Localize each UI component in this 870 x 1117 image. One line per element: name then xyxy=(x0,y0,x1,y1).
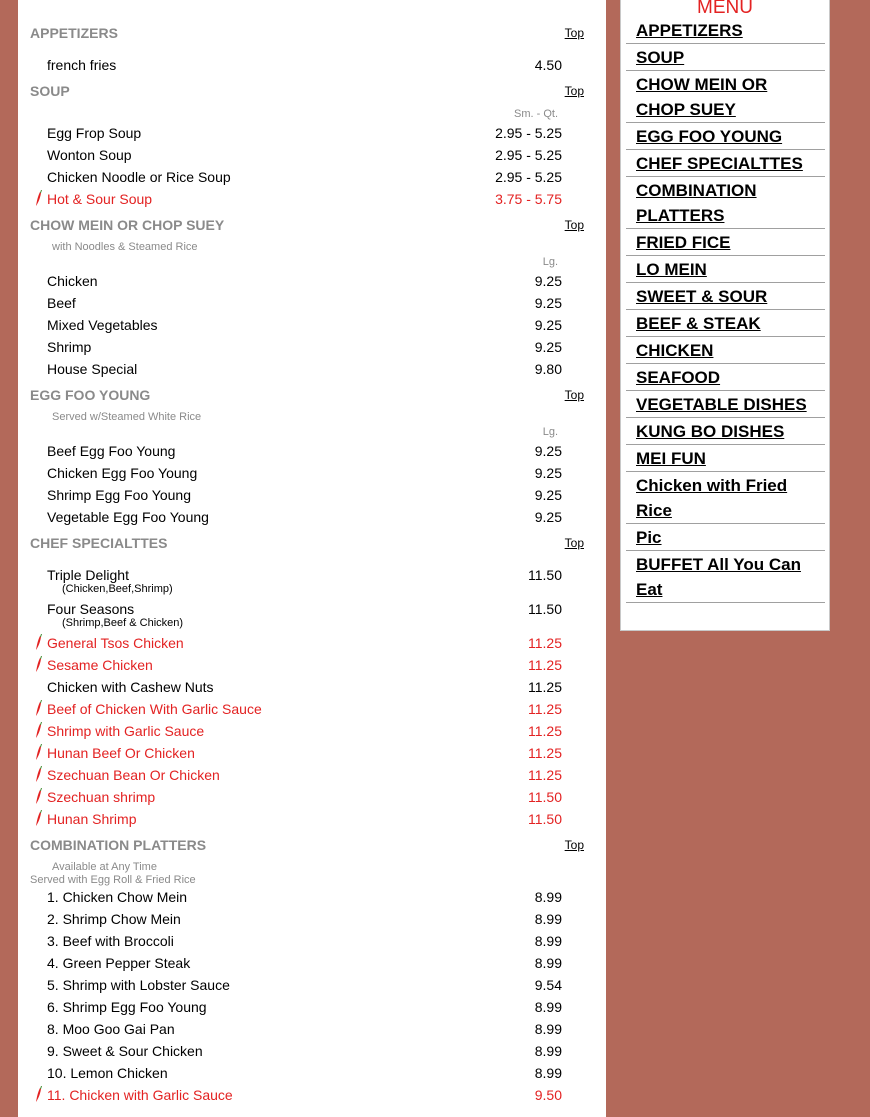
item-price: 2.95 - 5.25 xyxy=(495,125,562,141)
menu-item xyxy=(18,484,606,506)
item-name: 11. Chicken with Garlic Sauce xyxy=(47,1087,233,1103)
nav-link[interactable]: Chicken with Fried Rice xyxy=(626,472,825,524)
nav-link[interactable]: APPETIZERS xyxy=(626,17,825,44)
section-title: CHOW MEIN OR CHOP SUEY xyxy=(30,217,225,233)
price-column-header: Lg. xyxy=(542,256,558,268)
nav-link[interactable]: Pic xyxy=(626,524,825,551)
menu-item xyxy=(18,166,606,188)
item-name: Chicken Noodle or Rice Soup xyxy=(47,169,231,185)
item-name: 9. Sweet & Sour Chicken xyxy=(47,1043,203,1059)
item-name: Vegetable Egg Foo Young xyxy=(47,509,209,525)
item-name: 3. Beef with Broccoli xyxy=(47,933,174,949)
nav-link[interactable]: SWEET & SOUR xyxy=(626,283,825,310)
item-price: 9.25 xyxy=(534,465,562,481)
item-name: Chicken with Cashew Nuts xyxy=(47,679,214,695)
item-price: 9.25 xyxy=(534,295,562,311)
menu-item xyxy=(18,336,606,358)
item-price: 9.25 xyxy=(534,443,562,459)
menu-item xyxy=(18,358,606,380)
item-price: 8.99 xyxy=(534,955,562,971)
item-name: Hunan Beef Or Chicken xyxy=(47,745,195,761)
item-name: Chicken xyxy=(47,273,98,289)
top-link[interactable]: Top xyxy=(564,84,584,98)
item-price: 8.99 xyxy=(534,933,562,949)
item-price: 8.99 xyxy=(534,889,562,905)
nav-link[interactable]: SOUP xyxy=(626,44,825,71)
section-note: Served with Egg Roll & Fried Rice xyxy=(30,874,196,886)
nav-link[interactable]: MEI FUN xyxy=(626,445,825,472)
nav-link[interactable]: VEGETABLE DISHES xyxy=(626,391,825,418)
menu-sections xyxy=(18,18,606,1106)
menu-item xyxy=(18,1040,606,1062)
menu-item xyxy=(18,930,606,952)
item-name: 8. Moo Goo Gai Pan xyxy=(47,1021,175,1037)
nav-link[interactable]: CHOW MEIN OR CHOP SUEY xyxy=(626,71,825,123)
menu-section xyxy=(18,528,606,830)
section-title: EGG FOO YOUNG xyxy=(30,387,151,403)
nav-link[interactable]: BEEF & STEAK xyxy=(626,310,825,337)
menu-item xyxy=(18,786,606,808)
top-link[interactable]: Top xyxy=(564,388,584,402)
item-name: Mixed Vegetables xyxy=(47,317,158,333)
section-title: COMBINATION PLATTERS xyxy=(30,837,207,853)
section-note: Served w/Steamed White Rice xyxy=(52,411,202,423)
top-link[interactable]: Top xyxy=(564,838,584,852)
item-price: 11.25 xyxy=(528,723,562,739)
item-price: 8.99 xyxy=(534,1043,562,1059)
menu-item xyxy=(18,908,606,930)
chili-pepper-icon xyxy=(34,743,44,761)
nav-link[interactable]: EGG FOO YOUNG xyxy=(626,123,825,150)
item-name: 4. Green Pepper Steak xyxy=(47,955,191,971)
item-name: Chicken Egg Foo Young xyxy=(47,465,198,481)
section-note: Available at Any Time xyxy=(52,861,157,873)
menu-item xyxy=(18,1084,606,1106)
menu-item xyxy=(18,1062,606,1084)
menu-item xyxy=(18,698,606,720)
nav-link[interactable]: SEAFOOD xyxy=(626,364,825,391)
item-description: (Chicken,Beef,Shrimp) xyxy=(62,583,173,595)
price-column-header: Sm. - Qt. xyxy=(514,108,558,120)
menu-item xyxy=(18,598,606,632)
item-price: 9.80 xyxy=(534,361,562,377)
nav-link[interactable]: COMBINATION PLATTERS xyxy=(626,177,825,229)
item-name: Beef of Chicken With Garlic Sauce xyxy=(47,701,262,717)
menu-item xyxy=(18,292,606,314)
item-price: 9.25 xyxy=(534,339,562,355)
nav-link[interactable]: KUNG BO DISHES xyxy=(626,418,825,445)
menu-item xyxy=(18,952,606,974)
chili-pepper-icon xyxy=(34,1085,44,1103)
item-description: (Shrimp,Beef & Chicken) xyxy=(62,617,184,629)
nav-panel xyxy=(620,0,830,631)
item-name: Shrimp Egg Foo Young xyxy=(47,487,191,503)
chili-pepper-icon xyxy=(34,633,44,651)
menu-item xyxy=(18,270,606,292)
chili-pepper-icon xyxy=(34,699,44,717)
menu-item xyxy=(18,742,606,764)
item-name: Sesame Chicken xyxy=(47,657,153,673)
item-price: 4.50 xyxy=(534,57,562,73)
item-price: 2.95 - 5.25 xyxy=(495,147,562,163)
item-price: 8.99 xyxy=(534,911,562,927)
menu-item xyxy=(18,654,606,676)
item-price: 11.50 xyxy=(528,567,562,583)
menu-item xyxy=(18,720,606,742)
menu-item xyxy=(18,122,606,144)
menu-panel xyxy=(18,0,606,1117)
section-title: APPETIZERS xyxy=(30,25,118,41)
menu-item xyxy=(18,1018,606,1040)
item-price: 9.25 xyxy=(534,317,562,333)
item-name: General Tsos Chicken xyxy=(47,635,184,651)
top-link[interactable]: Top xyxy=(564,218,584,232)
nav-list xyxy=(621,17,829,603)
nav-title: MENU xyxy=(697,0,753,18)
nav-link[interactable]: FRIED FICE xyxy=(626,229,825,256)
menu-item xyxy=(18,564,606,598)
item-price: 9.54 xyxy=(534,977,562,993)
menu-item xyxy=(18,808,606,830)
item-name: french fries xyxy=(47,57,117,73)
item-name: Beef Egg Foo Young xyxy=(47,443,176,459)
menu-section xyxy=(18,210,606,380)
item-price: 11.25 xyxy=(528,767,562,783)
item-name: 5. Shrimp with Lobster Sauce xyxy=(47,977,230,993)
item-price: 2.95 - 5.25 xyxy=(495,169,562,185)
menu-section xyxy=(18,18,606,76)
chili-pepper-icon xyxy=(34,809,44,827)
price-column-header: Lg. xyxy=(542,426,558,438)
menu-item xyxy=(18,676,606,698)
section-note: with Noodles & Steamed Rice xyxy=(52,241,198,253)
item-name: 10. Lemon Chicken xyxy=(47,1065,168,1081)
item-name: 6. Shrimp Egg Foo Young xyxy=(47,999,207,1015)
nav-link[interactable]: CHEF SPECIALTTES xyxy=(626,150,825,177)
top-link[interactable]: Top xyxy=(564,26,584,40)
section-title: CHEF SPECIALTTES xyxy=(30,535,168,551)
item-name: Hot & Sour Soup xyxy=(47,191,153,207)
item-name: Wonton Soup xyxy=(47,147,132,163)
menu-item xyxy=(18,314,606,336)
item-price: 11.25 xyxy=(528,679,562,695)
chili-pepper-icon xyxy=(34,765,44,783)
menu-section xyxy=(18,76,606,210)
item-name: 2. Shrimp Chow Mein xyxy=(47,911,181,927)
item-price: 11.25 xyxy=(528,635,562,651)
item-name: Szechuan Bean Or Chicken xyxy=(47,767,220,783)
item-price: 8.99 xyxy=(534,1021,562,1037)
item-price: 11.25 xyxy=(528,701,562,717)
item-price: 8.99 xyxy=(534,1065,562,1081)
chili-pepper-icon xyxy=(34,189,44,207)
menu-item xyxy=(18,54,606,76)
menu-item xyxy=(18,996,606,1018)
item-price: 9.25 xyxy=(534,509,562,525)
nav-link[interactable]: BUFFET All You Can Eat xyxy=(626,551,825,603)
nav-link[interactable]: CHICKEN xyxy=(626,337,825,364)
menu-item xyxy=(18,974,606,996)
chili-pepper-icon xyxy=(34,721,44,739)
section-title: SOUP xyxy=(30,83,70,99)
menu-item xyxy=(18,764,606,786)
menu-item xyxy=(18,632,606,654)
item-price: 11.25 xyxy=(528,745,562,761)
item-price: 9.25 xyxy=(534,273,562,289)
item-name: Four Seasons xyxy=(47,601,135,617)
chili-pepper-icon xyxy=(34,787,44,805)
item-name: Hunan Shrimp xyxy=(47,811,137,827)
item-price: 9.25 xyxy=(534,487,562,503)
item-price: 11.50 xyxy=(528,601,562,617)
item-name: Triple Delight xyxy=(47,567,129,583)
item-price: 11.50 xyxy=(528,811,562,827)
nav-link[interactable]: LO MEIN xyxy=(626,256,825,283)
chili-pepper-icon xyxy=(34,655,44,673)
menu-item xyxy=(18,506,606,528)
menu-item xyxy=(18,440,606,462)
item-price: 9.50 xyxy=(534,1087,562,1103)
item-name: 1. Chicken Chow Mein xyxy=(47,889,188,905)
item-name: Shrimp with Garlic Sauce xyxy=(47,723,205,739)
menu-section xyxy=(18,380,606,528)
item-price: 11.50 xyxy=(528,789,562,805)
item-price: 3.75 - 5.75 xyxy=(495,191,562,207)
menu-section xyxy=(18,830,606,1106)
item-price: 11.25 xyxy=(528,657,562,673)
menu-item xyxy=(18,886,606,908)
item-name: House Special xyxy=(47,361,138,377)
menu-item xyxy=(18,462,606,484)
menu-item xyxy=(18,144,606,166)
item-price: 8.99 xyxy=(534,999,562,1015)
top-link[interactable]: Top xyxy=(564,536,584,550)
item-name: Shrimp xyxy=(47,339,92,355)
item-name: Egg Frop Soup xyxy=(47,125,142,141)
menu-item xyxy=(18,188,606,210)
item-name: Beef xyxy=(47,295,76,311)
item-name: Szechuan shrimp xyxy=(47,789,156,805)
